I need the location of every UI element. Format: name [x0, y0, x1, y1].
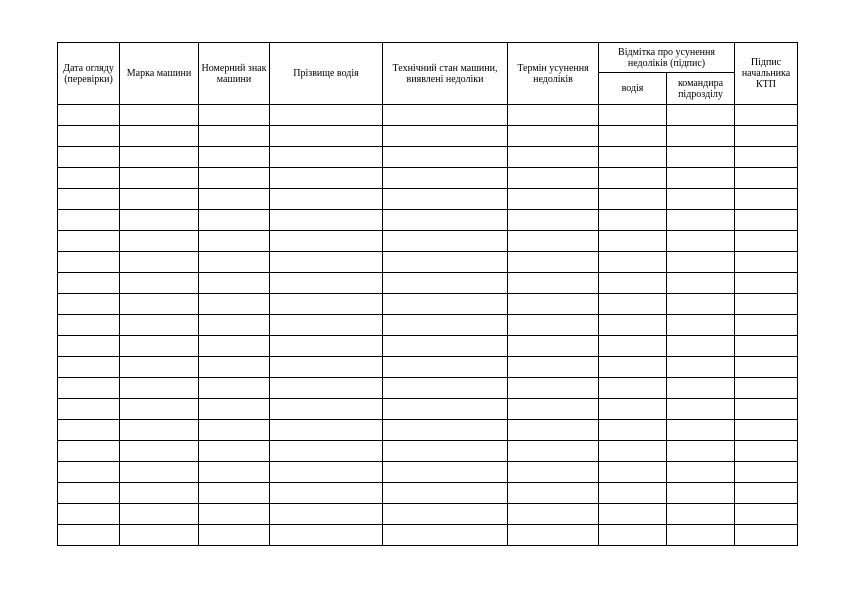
- table-cell: [599, 462, 667, 483]
- table-cell: [120, 336, 199, 357]
- table-cell: [383, 378, 508, 399]
- table-header: [58, 43, 798, 105]
- table-cell: [667, 168, 735, 189]
- table-row: [58, 441, 798, 462]
- table-cell: [735, 504, 798, 525]
- table-cell: [270, 462, 383, 483]
- header-technical-condition: Технічний стан машини, виявлені недоліки: [383, 43, 508, 105]
- table-cell: [58, 504, 120, 525]
- table-cell: [120, 273, 199, 294]
- table-cell: [58, 105, 120, 126]
- table-row: [58, 210, 798, 231]
- table-cell: [667, 189, 735, 210]
- table-cell: [508, 105, 599, 126]
- table-cell: [508, 378, 599, 399]
- table-cell: [58, 420, 120, 441]
- table-row: [58, 336, 798, 357]
- table-cell: [599, 126, 667, 147]
- table-cell: [58, 483, 120, 504]
- table-cell: [120, 294, 199, 315]
- table-cell: [270, 315, 383, 336]
- table-cell: [383, 126, 508, 147]
- table-cell: [58, 252, 120, 273]
- table-cell: [120, 420, 199, 441]
- table-cell: [383, 105, 508, 126]
- table-cell: [270, 168, 383, 189]
- table-cell: [58, 336, 120, 357]
- table-cell: [270, 189, 383, 210]
- table-cell: [120, 147, 199, 168]
- table-cell: [58, 399, 120, 420]
- table-cell: [120, 441, 199, 462]
- table-row: [58, 231, 798, 252]
- table-cell: [270, 525, 383, 546]
- table-cell: [599, 147, 667, 168]
- table-cell: [199, 441, 270, 462]
- table-cell: [270, 105, 383, 126]
- table-row: [58, 357, 798, 378]
- table-cell: [667, 399, 735, 420]
- table-cell: [270, 336, 383, 357]
- table-row: [58, 189, 798, 210]
- table-cell: [58, 147, 120, 168]
- table-cell: [383, 357, 508, 378]
- table-cell: [270, 357, 383, 378]
- table-cell: [735, 231, 798, 252]
- table-cell: [199, 105, 270, 126]
- table-cell: [383, 168, 508, 189]
- table-cell: [120, 126, 199, 147]
- table-cell: [270, 210, 383, 231]
- table-row: [58, 483, 798, 504]
- table-cell: [735, 168, 798, 189]
- table-cell: [199, 357, 270, 378]
- table-cell: [120, 483, 199, 504]
- table-cell: [599, 273, 667, 294]
- table-cell: [270, 294, 383, 315]
- table-cell: [667, 462, 735, 483]
- header-license-plate: Номерний знак машини: [199, 43, 270, 105]
- table-cell: [735, 189, 798, 210]
- table-cell: [508, 441, 599, 462]
- table-cell: [58, 126, 120, 147]
- table-cell: [120, 462, 199, 483]
- table-cell: [383, 441, 508, 462]
- table-cell: [667, 294, 735, 315]
- table-cell: [735, 105, 798, 126]
- table-cell: [599, 315, 667, 336]
- table-cell: [508, 210, 599, 231]
- table-cell: [735, 147, 798, 168]
- table-cell: [667, 147, 735, 168]
- table-cell: [508, 357, 599, 378]
- table-cell: [735, 294, 798, 315]
- table-cell: [599, 420, 667, 441]
- table-cell: [270, 483, 383, 504]
- table-row: [58, 378, 798, 399]
- table-cell: [667, 126, 735, 147]
- table-cell: [199, 231, 270, 252]
- table-cell: [58, 273, 120, 294]
- table-cell: [270, 147, 383, 168]
- table-cell: [508, 483, 599, 504]
- table-cell: [667, 315, 735, 336]
- table-cell: [735, 420, 798, 441]
- table-cell: [199, 525, 270, 546]
- table-cell: [383, 189, 508, 210]
- table-cell: [508, 231, 599, 252]
- table-cell: [508, 168, 599, 189]
- table-cell: [599, 189, 667, 210]
- table-row: [58, 504, 798, 525]
- table-cell: [58, 294, 120, 315]
- table-cell: [599, 378, 667, 399]
- table-cell: [270, 504, 383, 525]
- table-cell: [508, 273, 599, 294]
- table-row: [58, 168, 798, 189]
- table-cell: [735, 126, 798, 147]
- table-cell: [735, 525, 798, 546]
- table-row: [58, 294, 798, 315]
- table-cell: [120, 210, 199, 231]
- table-cell: [508, 420, 599, 441]
- table-cell: [735, 462, 798, 483]
- table-cell: [199, 483, 270, 504]
- table-cell: [599, 210, 667, 231]
- table-cell: [599, 294, 667, 315]
- table-cell: [599, 504, 667, 525]
- table-cell: [735, 357, 798, 378]
- table-cell: [667, 336, 735, 357]
- header-inspection-date: Дата огляду (перевірки): [58, 43, 120, 105]
- table-cell: [199, 336, 270, 357]
- table-cell: [58, 315, 120, 336]
- table-cell: [270, 231, 383, 252]
- table-cell: [735, 483, 798, 504]
- table-cell: [667, 378, 735, 399]
- table-cell: [383, 420, 508, 441]
- table-cell: [599, 252, 667, 273]
- table-cell: [58, 441, 120, 462]
- table-cell: [270, 399, 383, 420]
- table-row: [58, 462, 798, 483]
- table-cell: [508, 462, 599, 483]
- table-cell: [120, 231, 199, 252]
- table-cell: [270, 252, 383, 273]
- table-cell: [199, 147, 270, 168]
- table-cell: [199, 273, 270, 294]
- table-cell: [667, 441, 735, 462]
- table-cell: [270, 126, 383, 147]
- table-cell: [599, 525, 667, 546]
- header-vehicle-brand: Марка машини: [120, 43, 199, 105]
- table-cell: [667, 252, 735, 273]
- table-cell: [199, 189, 270, 210]
- table-cell: [199, 126, 270, 147]
- table-cell: [58, 189, 120, 210]
- table-cell: [599, 441, 667, 462]
- table-cell: [270, 441, 383, 462]
- table-cell: [667, 357, 735, 378]
- table-cell: [667, 504, 735, 525]
- table-cell: [508, 504, 599, 525]
- table-cell: [508, 252, 599, 273]
- table-cell: [599, 231, 667, 252]
- table-cell: [508, 336, 599, 357]
- table-row: [58, 273, 798, 294]
- table-cell: [667, 105, 735, 126]
- table-cell: [383, 273, 508, 294]
- header-fix-deadline: Термін усунення недоліків: [508, 43, 599, 105]
- table-cell: [735, 378, 798, 399]
- table-cell: [599, 399, 667, 420]
- table-cell: [58, 462, 120, 483]
- table-cell: [383, 315, 508, 336]
- table-cell: [58, 525, 120, 546]
- table-cell: [735, 399, 798, 420]
- table-row: [58, 105, 798, 126]
- table-cell: [508, 189, 599, 210]
- table-cell: [270, 420, 383, 441]
- table-cell: [735, 273, 798, 294]
- header-fix-mark: Відмітка про усунення недоліків (підпис): [599, 43, 735, 73]
- table-cell: [599, 483, 667, 504]
- table-cell: [383, 336, 508, 357]
- table-row: [58, 315, 798, 336]
- table-cell: [383, 252, 508, 273]
- table-row: [58, 399, 798, 420]
- table-cell: [58, 378, 120, 399]
- table-cell: [120, 357, 199, 378]
- table-cell: [383, 525, 508, 546]
- table-cell: [120, 168, 199, 189]
- table-body: [58, 105, 798, 546]
- table-cell: [508, 399, 599, 420]
- table-cell: [667, 420, 735, 441]
- table-cell: [383, 504, 508, 525]
- table-row: [58, 252, 798, 273]
- table-cell: [270, 378, 383, 399]
- table-cell: [383, 483, 508, 504]
- table-cell: [199, 294, 270, 315]
- table-cell: [120, 252, 199, 273]
- vehicle-inspection-journal-table: [57, 42, 798, 546]
- table-cell: [667, 231, 735, 252]
- table-row: [58, 147, 798, 168]
- table-cell: [120, 399, 199, 420]
- table-cell: [599, 336, 667, 357]
- table-cell: [508, 525, 599, 546]
- table-cell: [735, 315, 798, 336]
- table-cell: [58, 231, 120, 252]
- table-cell: [667, 210, 735, 231]
- table-cell: [120, 378, 199, 399]
- table-cell: [735, 252, 798, 273]
- table-cell: [383, 231, 508, 252]
- table-cell: [270, 273, 383, 294]
- table-cell: [508, 294, 599, 315]
- table-cell: [199, 399, 270, 420]
- table-cell: [199, 420, 270, 441]
- table-cell: [58, 168, 120, 189]
- table-cell: [120, 315, 199, 336]
- table-cell: [735, 336, 798, 357]
- table-cell: [199, 210, 270, 231]
- table-cell: [599, 168, 667, 189]
- table-row: [58, 126, 798, 147]
- table-cell: [120, 105, 199, 126]
- table-cell: [508, 315, 599, 336]
- header-fix-mark-driver: водія: [599, 73, 667, 105]
- table-cell: [120, 525, 199, 546]
- table-cell: [199, 252, 270, 273]
- table-cell: [383, 147, 508, 168]
- table-cell: [383, 210, 508, 231]
- table-cell: [667, 483, 735, 504]
- table-cell: [120, 189, 199, 210]
- table-cell: [735, 441, 798, 462]
- table-cell: [383, 462, 508, 483]
- table-cell: [199, 378, 270, 399]
- table-cell: [199, 168, 270, 189]
- table-cell: [58, 357, 120, 378]
- header-fix-mark-commander: командира підрозділу: [667, 73, 735, 105]
- table-row: [58, 420, 798, 441]
- table-cell: [199, 504, 270, 525]
- header-ktp-chief-signature: Підпис начальника КТП: [735, 43, 798, 105]
- table-row: [58, 525, 798, 546]
- table-cell: [599, 105, 667, 126]
- table-cell: [199, 315, 270, 336]
- table-cell: [599, 357, 667, 378]
- table-cell: [667, 525, 735, 546]
- table-cell: [735, 210, 798, 231]
- header-driver-surname: Прізвище водія: [270, 43, 383, 105]
- table-cell: [508, 126, 599, 147]
- table-cell: [383, 294, 508, 315]
- table-cell: [58, 210, 120, 231]
- table-cell: [120, 504, 199, 525]
- table-cell: [199, 462, 270, 483]
- table-cell: [383, 399, 508, 420]
- table-cell: [508, 147, 599, 168]
- table-cell: [667, 273, 735, 294]
